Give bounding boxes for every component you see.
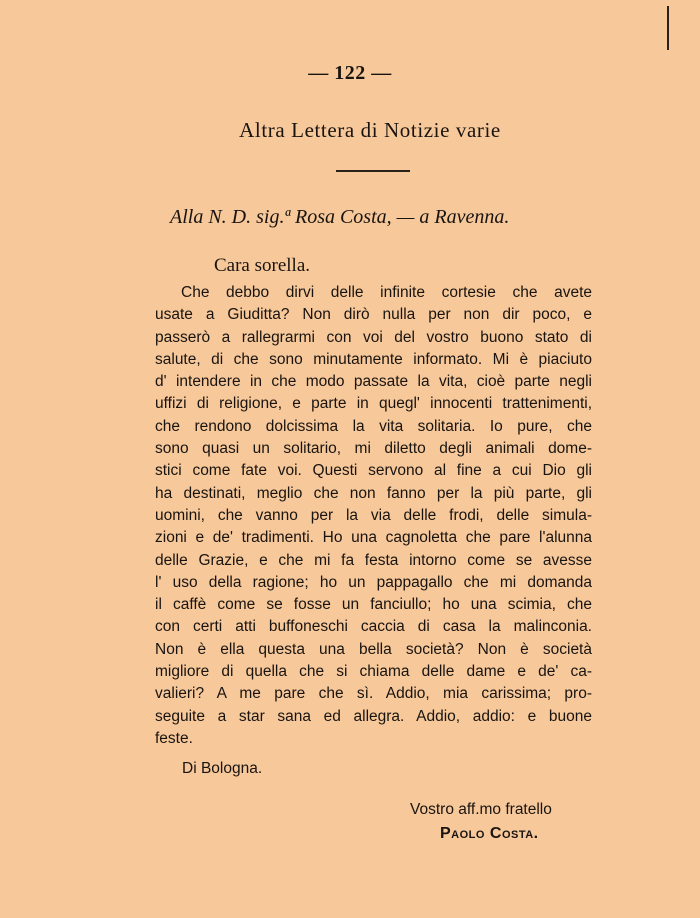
body-line: con certi atti buffoneschi caccia di casa la malinconia. [155,618,592,636]
body-line: d' intendere in che modo passate la vita, cioè parte negli [155,373,592,391]
body-line: che rendono dolcissima la vita solitaria. Io pure, che [155,417,592,435]
body-line: stici come fate voi. Questi servono al fine a cui Dio gli [155,462,592,480]
title-divider [336,170,410,172]
body-line: valieri? A me pare che sì. Addio, mia carissima; pro- [155,685,592,703]
letter-closing: Vostro aff.mo fratello [410,801,552,818]
letter-place: Di Bologna. [182,760,263,777]
body-line: sono quasi un solitario, mi diletto degli animali dome- [155,440,592,458]
body-line: zioni e de' tradimenti. Ho una cagnoletta che pare l'alunna [155,529,592,547]
body-line: seguite a star sana ed allegra. Addio, addio: e buone [155,707,592,725]
page-edge-line [667,6,669,50]
body-line: uffizi di religione, e parte in quegl' innocenti trattenimenti, [155,395,592,413]
body-line: uomini, che vanno per la via delle frodi, delle simula- [155,506,592,524]
body-line: salute, di che sono minutamente informato. Mi è piaciuto [155,350,592,368]
body-line: passerò a rallegrarmi con voi del vostro buono stato di [155,328,592,346]
page-title: Altra Lettera di Notizie varie [239,118,501,142]
letter-body [155,282,592,750]
body-line: ha destinati, meglio che non fanno per la più parte, gli [155,484,592,502]
body-line: delle Grazie, e che mi fa festa intorno come se avesse [155,551,592,569]
body-line: Che debbo dirvi delle infinite cortesie che avete [181,284,592,301]
page-number: — 122 — [308,62,392,84]
letter-greeting: Cara sorella. [214,255,311,276]
body-line: feste. [155,729,193,747]
body-line: usate a Giuditta? Non dirò nulla per non dir poco, e [155,306,592,324]
body-line: migliore di quella che si chiama delle dame e de' ca- [155,663,592,681]
body-line: l' uso della ragione; ho un pappagallo che mi domanda [155,573,592,591]
body-line: il caffè come se fosse un fanciullo; ho una scimia, che [155,596,592,614]
letter-addressee: Alla N. D. sig.ª Rosa Costa, — a Ravenna. [170,206,510,228]
body-line: Non è ella questa una bella società? Non è società [155,640,592,658]
letter-signature: Paolo Costa. [440,825,539,842]
